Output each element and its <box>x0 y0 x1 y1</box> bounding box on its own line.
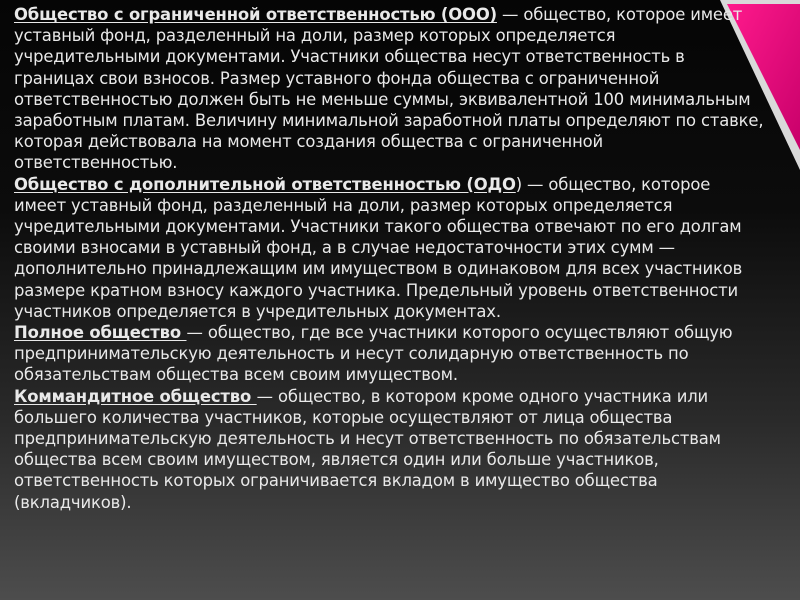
definition-text: общество, которое имеет уставный фонд, разделенный на доли, размер которых определяется учредительными документами. Участники общества несут ответственность в границах свои взносов. Размер уставного фонда общества с ограниченной ответственностью должен быть не меньше суммы, эквивалентной 100 минимальным заработным платам. Величину минимальной заработной платы определяют по ставке, которая действовала на момент создания общества с ограниченной ответственностью. <box>14 5 764 173</box>
definition-limited-partnership <box>14 386 766 513</box>
definition-odo <box>14 174 766 322</box>
definition-text: общество, которое имеет уставный фонд, разделенный на доли, размер которых определяется учредительными документами. Участники такого общества отвечают по его долгам своими взносами в уставный фонд, а в случае недостаточности этих сумм — дополнительно принадлежащим им имуществом в одинаковом для всех участников размере кратном взносу каждого участника. Предельный уровень ответственности участников определяется в учредительных документах. <box>14 174 743 321</box>
term-limited-partnership: Коммандитное общество <box>14 386 257 406</box>
dash: — <box>256 386 278 406</box>
definitions-text <box>14 4 766 513</box>
definition-ooo <box>14 4 766 174</box>
dash: ) — <box>515 174 549 194</box>
definition-full-partnership <box>14 322 766 386</box>
definition-text: общество, в котором кроме одного участника или большего количества участников, которые осуществляют от лица общества предпринимательскую деятельность и несут ответственность по обязательствам общества всем своим имуществом, является один или больше участников, ответственность которых ограничивается вкладом в имущество общества (вкладчиков). <box>14 386 721 512</box>
term-odo: Общество с дополнительной ответственностью (ОДО <box>14 174 516 194</box>
term-ooo: Общество с ограниченной ответственностью (ООО) <box>14 5 497 24</box>
term-full-partnership: Полное общество <box>14 323 187 343</box>
dash: — <box>496 5 524 24</box>
dash: — <box>186 323 208 343</box>
definition-text: общество, где все участники которого осуществляют общую предпринимательскую деятельность и несут солидарную ответственность по обязательствам общества всем своим имуществом. <box>14 323 733 385</box>
